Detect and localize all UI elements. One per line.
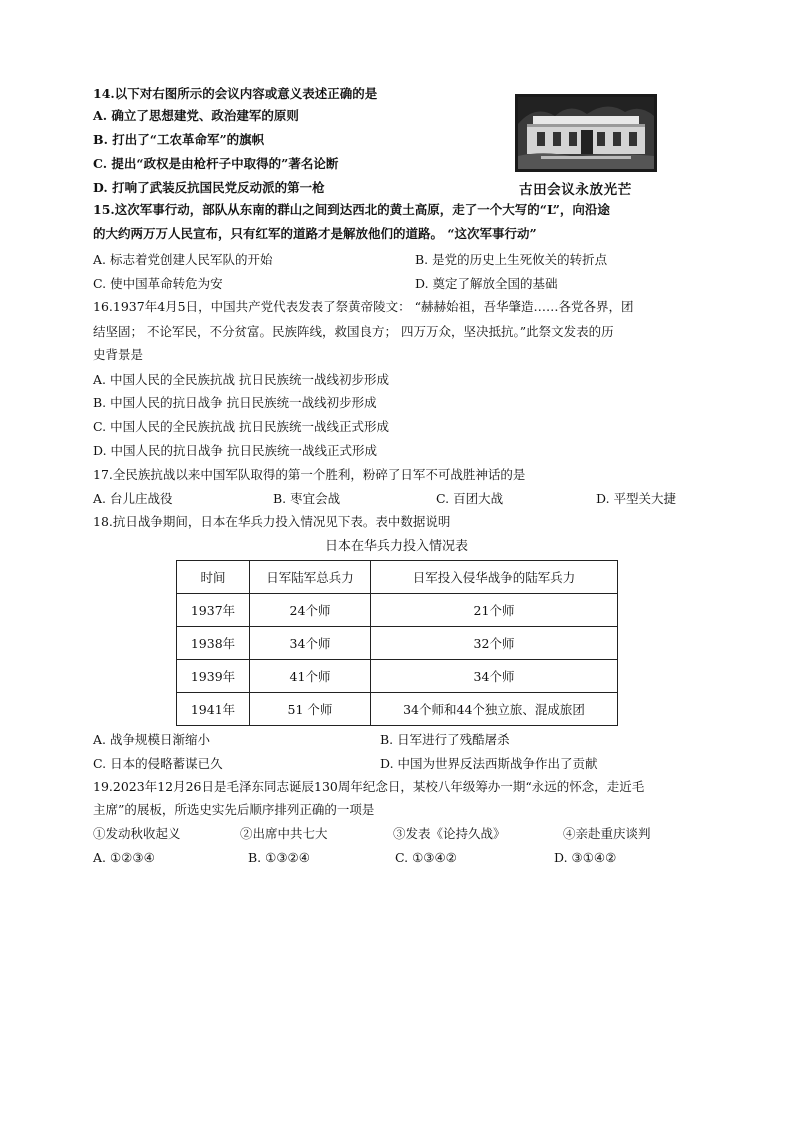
q17-option-b: B. 枣宜会战 <box>273 491 341 506</box>
table-row <box>177 627 618 660</box>
cell-total: 34个师 <box>250 627 371 660</box>
cell-total: 51 个师 <box>250 693 371 726</box>
q19-event-3: ③发表《论持久战》 <box>393 826 506 841</box>
q14-option-c: C. 提出“政权是由枪杆子中取得的”著名论断 <box>93 156 339 171</box>
q18-option-b: B. 日军进行了残酷屠杀 <box>380 732 510 747</box>
q16-stem-line-3: 史背景是 <box>93 347 144 362</box>
q19-stem-line-2: 主席”的展板，所选史实先后顺序排列正确的一项是 <box>93 802 375 817</box>
q15-option-c: C. 使中国革命转危为安 <box>93 276 223 291</box>
cell-year: 1941年 <box>177 693 250 726</box>
q15-option-a: A. 标志着党创建人民军队的开始 <box>93 252 273 267</box>
q17-stem: 17.全民族抗战以来中国军队取得的第一个胜利，粉碎了日军不可战胜神话的是 <box>93 467 526 482</box>
table-title: 日本在华兵力投入情况表 <box>324 539 468 554</box>
q15-option-b: B. 是党的历史上生死攸关的转折点 <box>415 252 608 267</box>
header-invested: 日军投入侵华战争的陆军兵力 <box>371 561 618 594</box>
cell-invested: 34个师 <box>371 660 618 693</box>
q17-option-a: A. 台儿庄战役 <box>93 491 173 506</box>
q19-stem-line-1: 19.2023年12月26日是毛泽东同志诞辰130周年纪念日，某校八年级筹办一期“永远的怀念，走近毛 <box>93 779 645 794</box>
q16-option-b: B. 中国人民的抗日战争 抗日民族统一战线初步形成 <box>93 395 377 410</box>
cell-year: 1939年 <box>177 660 250 693</box>
table-row <box>177 594 618 627</box>
q16-option-c: C. 中国人民的全民族抗战 抗日民族统一战线正式形成 <box>93 419 390 434</box>
q14-option-d: D. 打响了武装反抗国民党反动派的第一枪 <box>93 180 325 195</box>
q16-option-d: D. 中国人民的抗日战争 抗日民族统一战线正式形成 <box>93 443 377 458</box>
q19-event-2: ②出席中共七大 <box>240 826 328 841</box>
cell-total: 24个师 <box>250 594 371 627</box>
q17-option-c: C. 百团大战 <box>436 491 504 506</box>
q15-stem-line-2: 的大约两万万人民宣布，只有红军的道路才是解放他们的道路。 “这次军事行动” <box>93 226 537 241</box>
q14-option-b: B. 打出了“工农革命军”的旗帜 <box>93 132 265 147</box>
q18-option-a: A. 战争规模日渐缩小 <box>93 732 210 747</box>
q19-event-4: ④亲赴重庆谈判 <box>563 826 651 841</box>
q19-event-1: ①发动秋收起义 <box>93 826 181 841</box>
header-total: 日军陆军总兵力 <box>250 561 371 594</box>
cell-invested: 34个师和44个独立旅、混成旅团 <box>371 693 618 726</box>
q16-stem-line-2: 结坚固； 不论军民，不分贫富。民族阵线，救国良方； 四万万众，坚决抵抗。”此祭文发表的历 <box>93 324 614 339</box>
header-time: 时间 <box>177 561 250 594</box>
q19-option-a: A. ①②③④ <box>93 850 155 865</box>
q18-option-d: D. 中国为世界反法西斯战争作出了贡献 <box>380 756 598 771</box>
q14-option-a: A. 确立了思想建党、政治建军的原则 <box>93 108 299 123</box>
photo-caption: 古田会议永放光芒 <box>519 182 632 198</box>
cell-invested: 21个师 <box>371 594 618 627</box>
table-header-row <box>177 561 618 594</box>
cell-total: 41个师 <box>250 660 371 693</box>
q14-stem: 14.以下对右图所示的会议内容或意义表述正确的是 <box>93 86 378 101</box>
q17-option-d: D. 平型关大捷 <box>596 491 677 506</box>
q15-option-d: D. 奠定了解放全国的基础 <box>415 276 558 291</box>
q19-option-c: C. ①③④② <box>395 850 457 865</box>
cell-invested: 32个师 <box>371 627 618 660</box>
cell-year: 1937年 <box>177 594 250 627</box>
troops-table <box>176 560 618 726</box>
cell-year: 1938年 <box>177 627 250 660</box>
q15-stem-line-1: 15.这次军事行动，部队从东南的群山之间到达西北的黄土高原，走了一个大写的“L”，向沿途 <box>93 202 610 217</box>
q16-stem-line-1: 16.1937年4月5日，中国共产党代表发表了祭黄帝陵文： “赫赫始祖，吾华肇造……各党各界，团 <box>93 299 634 314</box>
table-row <box>177 693 618 726</box>
q16-option-a: A. 中国人民的全民族抗战 抗日民族统一战线初步形成 <box>93 372 389 387</box>
q18-option-c: C. 日本的侵略蓄谋已久 <box>93 756 223 771</box>
gutian-meeting-photo <box>515 94 657 172</box>
table-row <box>177 660 618 693</box>
q18-stem: 18.抗日战争期间，日本在华兵力投入情况见下表。表中数据说明 <box>93 514 451 529</box>
q19-option-b: B. ①③②④ <box>248 850 310 865</box>
q19-option-d: D. ③①④② <box>554 850 617 865</box>
